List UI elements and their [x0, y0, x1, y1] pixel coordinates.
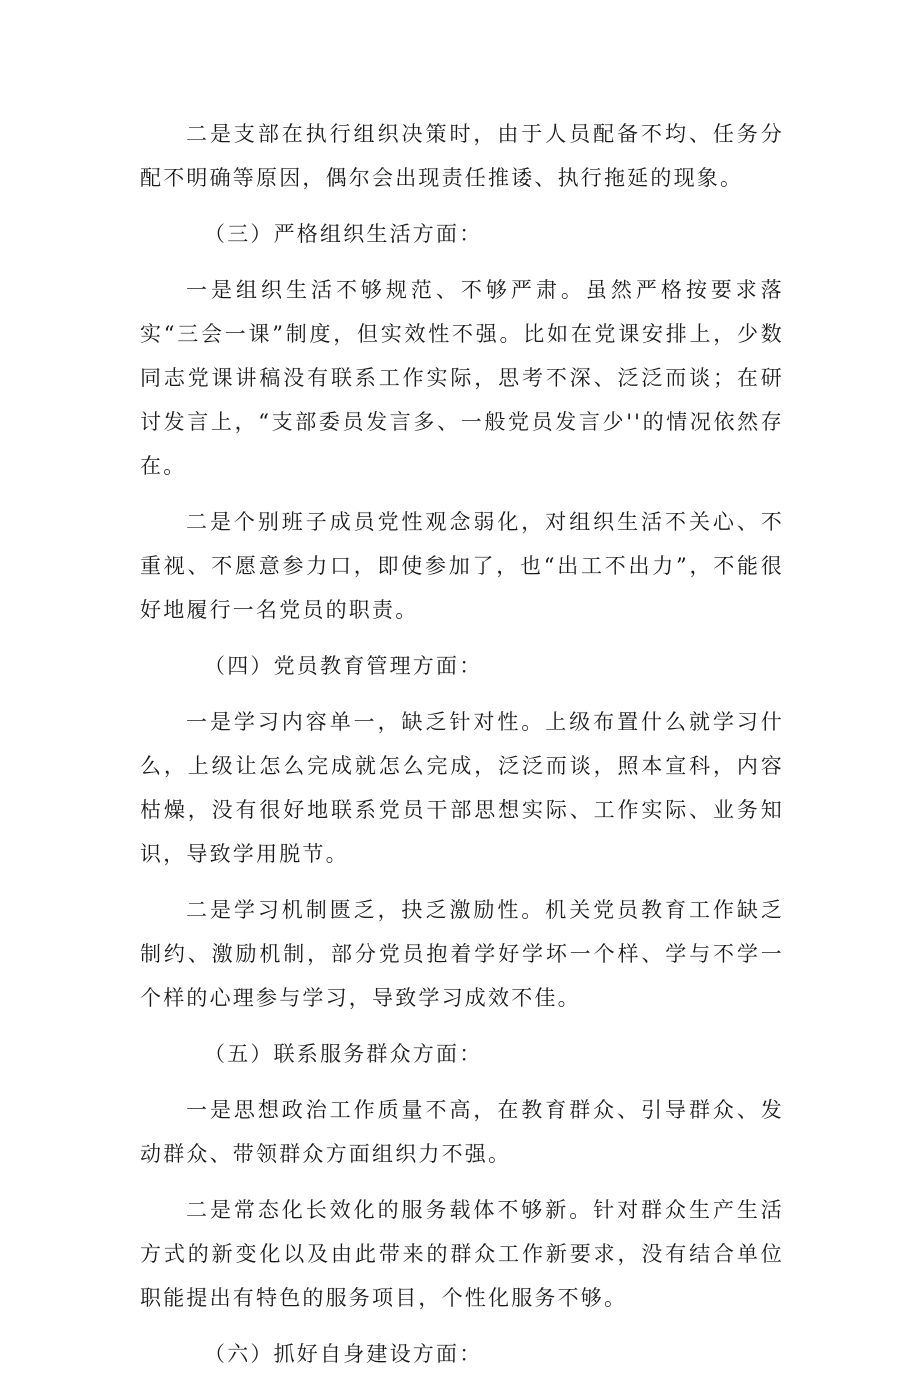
paragraph-service-1: 一是思想政治工作质量不高，在教育群众、引导群众、发动群众、带领群众方面组织力不强。: [140, 1098, 784, 1166]
section-heading-3: （三）严格组织生活方面：: [204, 222, 483, 246]
section-heading-6: （六）抓好自身建设方面：: [204, 1342, 483, 1366]
paragraph-execution-issue: 二是支部在执行组织决策时，由于人员配备不均、任务分配不明确等原因，偶尔会出现责任推诿、执行拖延的现象。: [140, 122, 784, 190]
document-body: [140, 112, 784, 1388]
paragraph-education-1: 一是学习内容单一，缺乏针对性。上级布置什么就学习什么，上级让怎么完成就怎么完成，泛泛而谈，照本宣科，内容枯燥，没有很好地联系党员干部思想实际、工作实际、业务知识，导致学用脱节。: [140, 710, 784, 866]
paragraph-education-2: 二是学习机制匮乏，抉乏激励性。机关党员教育工作缺乏制约、激励机制，部分党员抱着学好学坏一个样、学与不学一个样的心理参与学习，导致学习成效不佳。: [140, 898, 784, 1010]
paragraph-service-2: 二是常态化长效化的服务载体不够新。针对群众生产生活方式的新变化以及由此带来的群众工作新要求，没有结合单位职能提出有特色的服务项目，个性化服务不够。: [140, 1198, 784, 1310]
section-heading-4: （四）党员教育管理方面：: [204, 654, 483, 678]
paragraph-org-life-1: 一是组织生活不够规范、不够严肃。虽然严格按要求落实“三会一课”制度，但实效性不强。比如在党课安排上，少数同志党课讲稿没有联系工作实际，思考不深、泛泛而谈；在研讨发言上，“支部委员发言多、一般党员发言少''的情况依然存在。: [140, 278, 784, 478]
paragraph-org-life-2: 二是个别班子成员党性观念弱化，对组织生活不关心、不重视、不愿意参力口，即使参加了，也“出工不出力”，不能很好地履行一名党员的职责。: [140, 510, 784, 622]
section-heading-5: （五）联系服务群众方面：: [204, 1042, 483, 1066]
